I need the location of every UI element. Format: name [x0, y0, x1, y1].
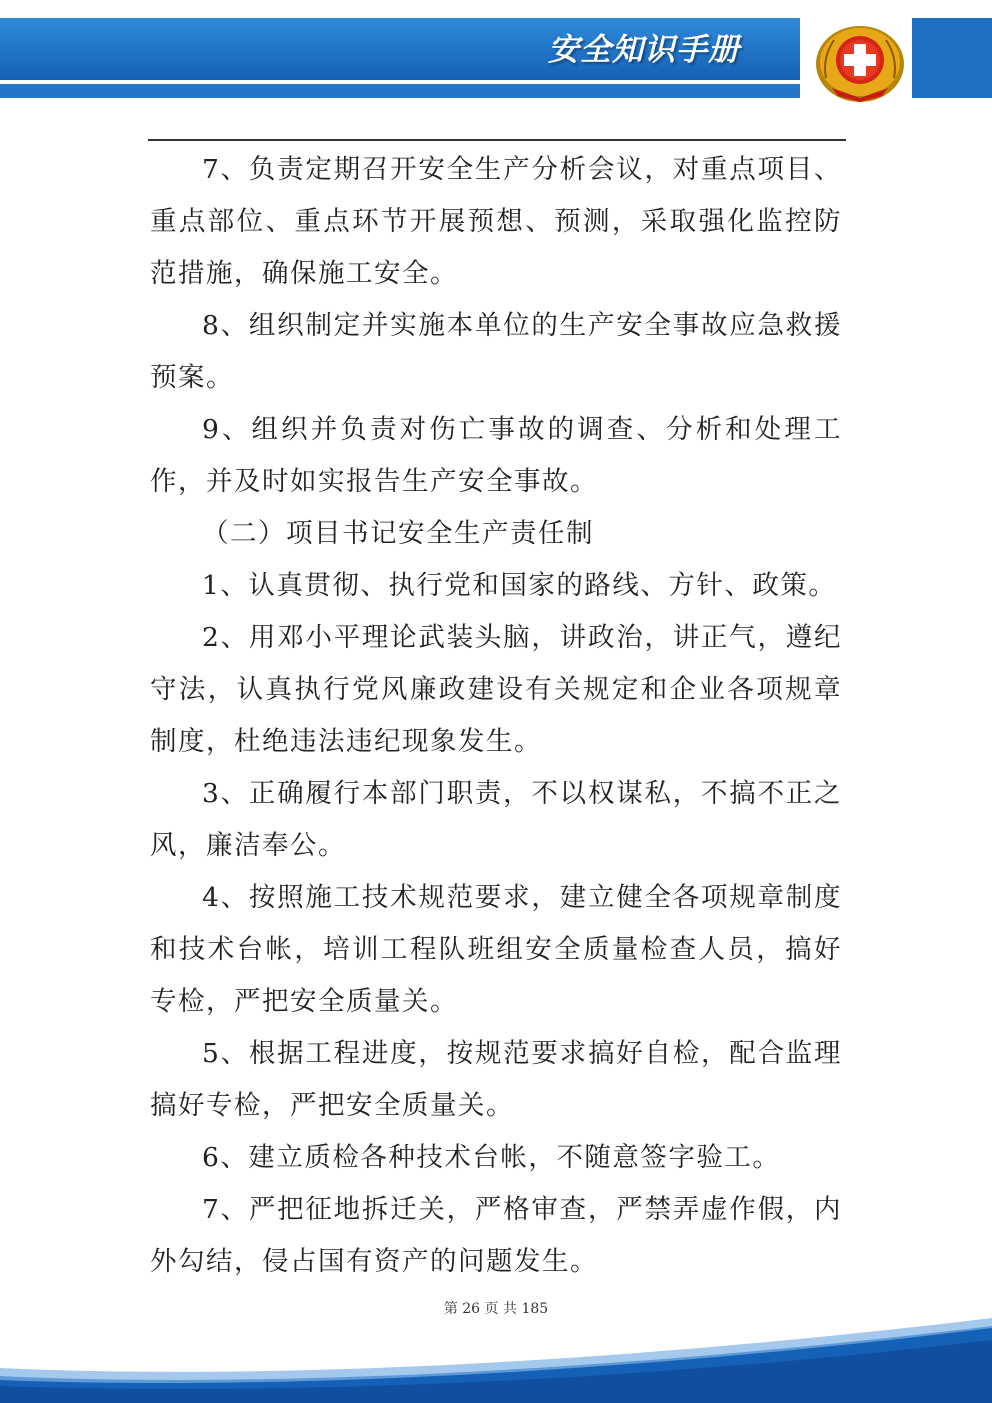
header-band-lower — [0, 84, 800, 98]
paragraph-item: 6、建立质检各种技术台帐，不随意签字验工。 — [202, 1142, 781, 1173]
footer-wave — [0, 1318, 992, 1403]
paragraph-item: 1、认真贯彻、执行党和国家的路线、方针、政策。 — [202, 570, 837, 601]
paragraph-item: 2、用邓小平理论武装头脑，讲政治，讲正气，遵纪守法，认真执行党风廉政建设有关规定和企业各项规章制度，杜绝违法违纪现象发生。 — [150, 622, 842, 757]
paragraph-item: 7、负责定期召开安全生产分析会议，对重点项目、重点部位、重点环节开展预想、预测，采取强化监控防范措施，确保施工安全。 — [150, 154, 842, 289]
paragraph-item: 7、严把征地拆迁关，严格审查，严禁弄虚作假，内外勾结，侵占国有资产的问题发生。 — [150, 1194, 842, 1277]
page-number: 第 26 页 共 185 — [443, 1301, 549, 1317]
page-title: 安全知识手册 — [548, 32, 740, 68]
paragraph-item: 3、正确履行本部门职责，不以权谋私，不搞不正之风，廉洁奉公。 — [150, 778, 842, 861]
document-body — [150, 144, 842, 1288]
header-band-right — [912, 18, 992, 98]
section-heading: （二）项目书记安全生产责任制 — [202, 518, 594, 549]
paragraph-item: 5、根据工程进度，按规范要求搞好自检，配合监理搞好专检，严把安全质量关。 — [150, 1038, 842, 1121]
header-divider — [148, 139, 846, 141]
paragraph-item: 9、组织并负责对伤亡事故的调查、分析和处理工作，并及时如实报告生产安全事故。 — [150, 414, 842, 497]
page-header — [0, 0, 992, 120]
paragraph-item: 8、组织制定并实施本单位的生产安全事故应急救援预案。 — [150, 310, 842, 393]
paragraph-item: 4、按照施工技术规范要求，建立健全各项规章制度和技术台帐，培训工程队班组安全质量检查人员，搞好专检，严把安全质量关。 — [150, 882, 842, 1017]
safety-emblem-icon — [812, 18, 908, 104]
